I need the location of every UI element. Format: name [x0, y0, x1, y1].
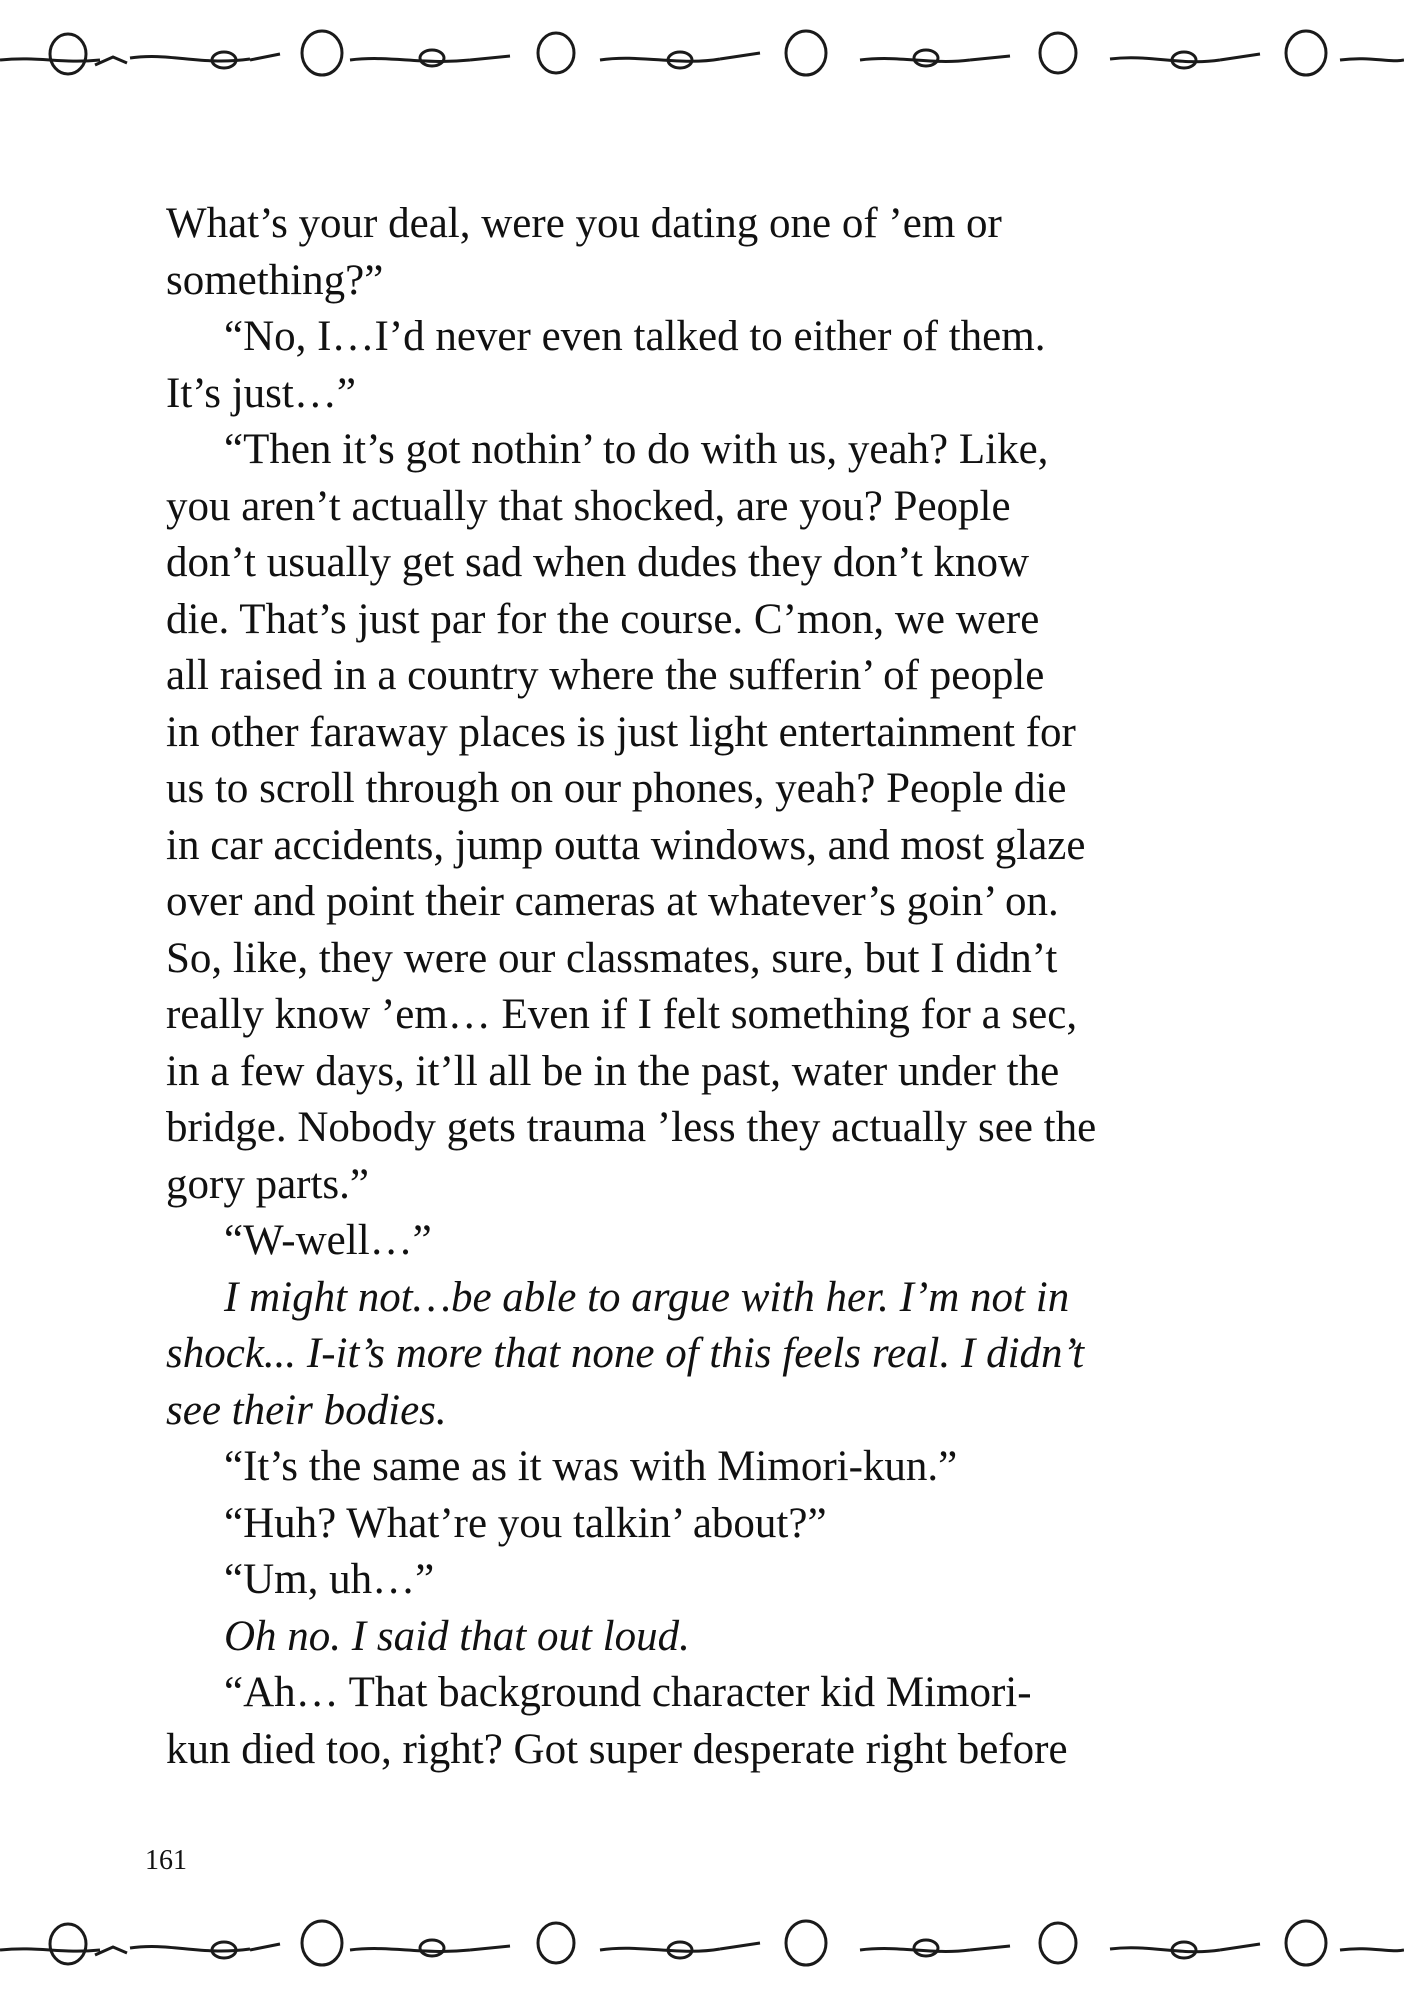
text-line: die. That’s just par for the course. C’mon, we were	[166, 595, 1040, 643]
bottom-chain-border-icon	[0, 1900, 1404, 1980]
text-line: gory parts.”	[166, 1160, 369, 1208]
text-line: I might not…be able to argue with her. I’m not in	[224, 1273, 1070, 1321]
text-line: “It’s the same as it was with Mimori-kun.”	[224, 1443, 958, 1490]
text-line: What’s your deal, were you dating one of ’em or	[166, 200, 1002, 247]
text-line: us to scroll through on our phones, yeah? People die	[166, 765, 1067, 812]
page-number: 161	[145, 1845, 187, 1876]
text-line: something?”	[166, 256, 384, 304]
text-line: So, like, they were our classmates, sure, but I didn’t	[166, 934, 1058, 982]
text-line: don’t usually get sad when dudes they don’t know	[166, 539, 1030, 586]
text-line: over and point their cameras at whatever’s goin’ on.	[166, 878, 1059, 925]
text-line: “Ah… That background character kid Mimori-	[224, 1669, 1032, 1716]
text-line: kun died too, right? Got super desperate right before	[166, 1725, 1068, 1773]
body-text	[166, 196, 1246, 1778]
text-line: “No, I…I’d never even talked to either of them.	[224, 313, 1046, 360]
text-line: all raised in a country where the sufferin’ of people	[166, 652, 1045, 699]
text-line: “Huh? What’re you talkin’ about?”	[224, 1499, 827, 1547]
text-line: in other faraway places is just light entertainment for	[166, 708, 1076, 756]
text-line: bridge. Nobody gets trauma ’less they actually see the	[166, 1104, 1097, 1151]
text-line: It’s just…”	[166, 369, 356, 417]
text-line: Oh no. I said that out loud.	[224, 1612, 690, 1660]
top-chain-border-icon	[0, 10, 1404, 90]
text-line: “Um, uh…”	[224, 1556, 435, 1603]
text-line: shock... I-it’s more that none of this feels real. I didn’t	[166, 1330, 1085, 1377]
text-line: “W-well…”	[224, 1217, 432, 1264]
text-line: in a few days, it’ll all be in the past, water under the	[166, 1047, 1060, 1095]
text-line: “Then it’s got nothin’ to do with us, yeah? Like,	[224, 426, 1049, 473]
text-line: you aren’t actually that shocked, are you? People	[166, 482, 1011, 530]
text-line: see their bodies.	[166, 1386, 447, 1434]
text-line: really know ’em… Even if I felt something for a sec,	[166, 991, 1078, 1038]
text-line: in car accidents, jump outta windows, and most glaze	[166, 821, 1086, 869]
